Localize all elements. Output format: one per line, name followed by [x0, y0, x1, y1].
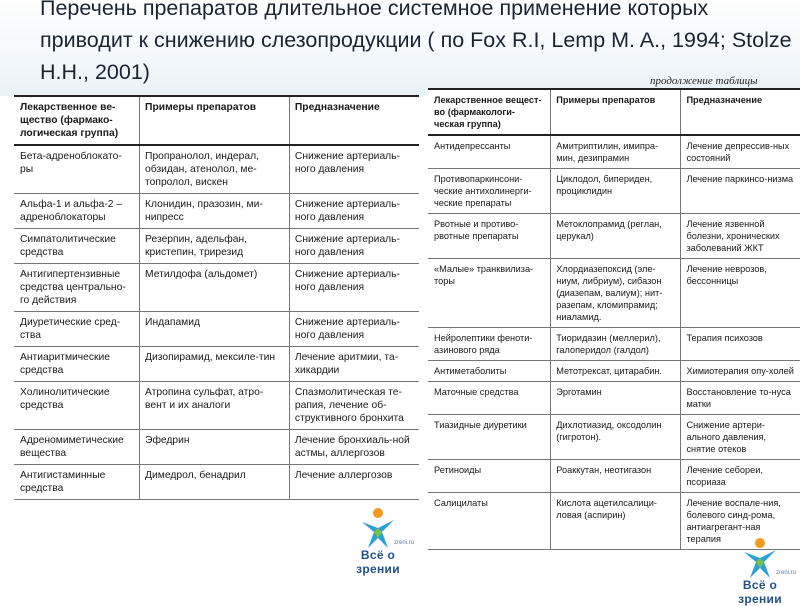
- cell-substance: Бета-адреноблокато-ры: [14, 145, 140, 194]
- cell-examples: Амитриптилин, имипра-мин, дезипрамин: [551, 135, 681, 169]
- cell-purpose: Снижение артериаль-ного давления: [289, 229, 419, 264]
- cell-examples: Роаккутан, неотигазон: [551, 460, 681, 493]
- cell-purpose: Снижение артериаль-ного давления: [289, 264, 419, 312]
- cell-purpose: Лечение неврозов, бессонницы: [681, 259, 800, 328]
- table-header-row: [428, 89, 800, 135]
- cell-examples: Хлордиазепоксид (эле-ниум, либриум), сибазон (диазепам, валиум); нит-разепам, кломипрамид; ниаламид.: [551, 259, 681, 328]
- cell-substance: Антигистаминные средства: [14, 465, 140, 500]
- watermark-brand: Всё о зрении: [738, 578, 782, 606]
- header-purpose: Предназначение: [681, 89, 800, 135]
- cell-examples: Циклодол, бипериден, проциклидин: [551, 169, 681, 214]
- cell-substance: Альфа-1 и альфа-2 – адреноблокаторы: [14, 194, 140, 229]
- cell-purpose: Терапия психозов: [681, 328, 800, 361]
- table-row: [14, 465, 419, 500]
- table-row: [14, 347, 419, 382]
- table-row: [14, 264, 419, 312]
- cell-examples: Клонидин, празозин, ми-нипресс: [140, 194, 290, 229]
- watermark-logo-right: [720, 536, 800, 606]
- cell-substance: Антиметаболиты: [428, 361, 551, 382]
- cell-purpose: Лечение аллергозов: [289, 465, 419, 500]
- table-row: [14, 194, 419, 229]
- table-row: [428, 328, 800, 361]
- watermark-logo-left: [338, 506, 418, 576]
- person-logo-icon: [740, 536, 780, 580]
- cell-purpose: Снижение артери-ального давления, снятие отеков: [681, 415, 800, 460]
- cell-substance: «Малые» транквилиза-торы: [428, 259, 551, 328]
- cell-substance: Тиазидные диуретики: [428, 415, 551, 460]
- cell-substance: Адреномиметические вещества: [14, 430, 140, 465]
- person-logo-icon: [358, 506, 398, 550]
- cell-examples: Индапамид: [140, 312, 290, 347]
- cell-purpose: Снижение артериаль-ного давления: [289, 194, 419, 229]
- cell-substance: Антиаритмические средства: [14, 347, 140, 382]
- header-examples: Примеры препаратов: [140, 96, 290, 145]
- cell-examples: Дизопирамид, мексиле-тин: [140, 347, 290, 382]
- table-row: [428, 214, 800, 259]
- cell-purpose: Химиотерапия опу-холей: [681, 361, 800, 382]
- cell-substance: Нейролептики феноти-азинового ряда: [428, 328, 551, 361]
- cell-examples: Эфедрин: [140, 430, 290, 465]
- cell-substance: Рвотные и противо-рвотные препараты: [428, 214, 551, 259]
- table-row: [428, 361, 800, 382]
- watermark-brand: Всё о зрении: [356, 548, 400, 576]
- table-row: [14, 430, 419, 465]
- cell-examples: Метилдофа (альдомет): [140, 264, 290, 312]
- cell-substance: Диуретические сред-ства: [14, 312, 140, 347]
- drug-table-right: [428, 88, 800, 550]
- scanned-table-right: [428, 88, 800, 600]
- cell-substance: Холинолитические средства: [14, 382, 140, 430]
- table-row: [14, 145, 419, 194]
- table-row: [14, 312, 419, 347]
- cell-purpose: Восстановление то-нуса матки: [681, 382, 800, 415]
- cell-purpose: Снижение артериаль-ного давления: [289, 145, 419, 194]
- header-examples: Примеры препаратов: [551, 89, 681, 135]
- cell-purpose: Лечение воспале-ния, болевого синд-рома, антиагрегант-ная терапия: [681, 493, 800, 550]
- watermark-site: zreni.ru: [775, 570, 796, 576]
- cell-examples: Метоклопрамид (реглан, церукал): [551, 214, 681, 259]
- cell-substance: Салицилаты: [428, 493, 551, 550]
- drug-table-left: [14, 95, 419, 500]
- slide-title: Перечень препаратов длительное системное применение которых приводит к снижению слезопродукции ( по Fox R.I, Lemp M. A., 1994; Stolze H.H., 2001): [40, 0, 792, 84]
- cell-examples: Димедрол, бенадрил: [140, 465, 290, 500]
- cell-purpose: Лечение депрессив-ных состояний: [681, 135, 800, 169]
- table-row: [428, 135, 800, 169]
- cell-substance: Маточные средства: [428, 382, 551, 415]
- watermark-site: zreni.ru: [393, 540, 414, 546]
- cell-examples: Эрготамин: [551, 382, 681, 415]
- cell-purpose: Лечение аритмии, та-хикардии: [289, 347, 419, 382]
- cell-examples: Резерпин, адельфан, кристепин, трирезид: [140, 229, 290, 264]
- cell-substance: Симпатолитические средства: [14, 229, 140, 264]
- cell-purpose: Снижение артериаль-ного давления: [289, 312, 419, 347]
- table-row: [428, 382, 800, 415]
- cell-substance: Антигипертензивные средства центрально-го действия: [14, 264, 140, 312]
- cell-examples: Метотрексат, цитарабин.: [551, 361, 681, 382]
- table-row: [428, 259, 800, 328]
- cell-examples: Пропранолол, индерал, обзидан, атенолол, ме-топролол, вискен: [140, 145, 290, 194]
- cell-substance: Противопаркинсони-ческие антихолинерги-ческие препараты: [428, 169, 551, 214]
- cell-purpose: Спазмолитическая те-рапия, лечение об-структивного бронхита: [289, 382, 419, 430]
- table-row: [428, 415, 800, 460]
- cell-purpose: Лечение себореи, псориаза: [681, 460, 800, 493]
- table-header-row: [14, 96, 419, 145]
- table-row: [14, 382, 419, 430]
- cell-examples: Дихлотиазид, оксодолин (гигротон).: [551, 415, 681, 460]
- cell-examples: Атропина сульфат, атро-вент и их аналоги: [140, 382, 290, 430]
- table-row: [428, 460, 800, 493]
- header-substance: Лекарственное вещест-во (фармакологи-ческая группа): [428, 89, 551, 135]
- cell-purpose: Лечение язвенной болезни, хронических заболеваний ЖКТ: [681, 214, 800, 259]
- cell-substance: Ретиноиды: [428, 460, 551, 493]
- cell-purpose: Лечение паркинсо-низма: [681, 169, 800, 214]
- cell-examples: Кислота ацетилсалици-ловая (аспирин): [551, 493, 681, 550]
- cell-examples: Тиоридазин (меллерил), галоперидол (галдол): [551, 328, 681, 361]
- cell-substance: Антидепрессанты: [428, 135, 551, 169]
- continuation-label: продолжение таблицы: [650, 75, 758, 87]
- cell-purpose: Лечение бронхиаль-ной астмы, аллергозов: [289, 430, 419, 465]
- table-row: [428, 169, 800, 214]
- table-row: [14, 229, 419, 264]
- header-substance: Лекарственное ве-щество (фармако-логическая группа): [14, 96, 140, 145]
- header-purpose: Предназначение: [289, 96, 419, 145]
